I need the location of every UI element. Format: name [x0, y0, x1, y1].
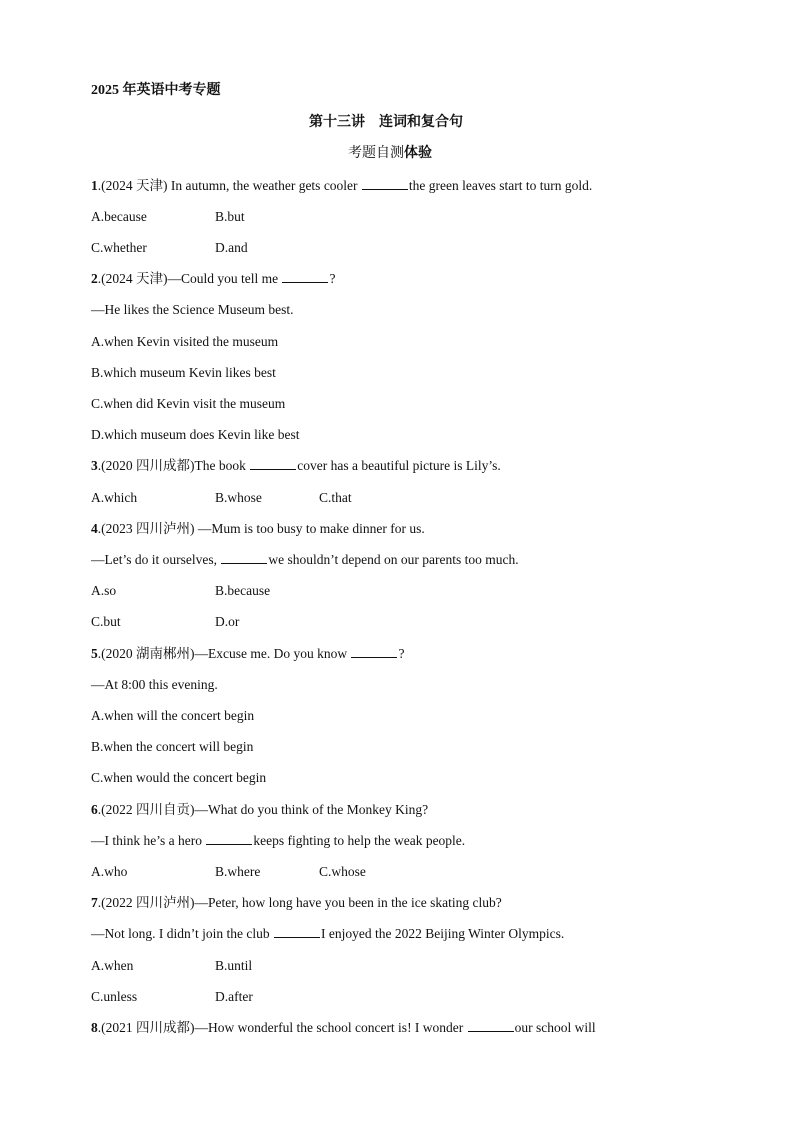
option-a: A.when: [91, 958, 134, 973]
section-heading-bold: 体验: [404, 146, 432, 161]
question-4: [91, 520, 425, 538]
option-c: C.unless: [91, 989, 138, 1004]
answer-blank: [468, 1019, 514, 1032]
reply-tail: keeps fighting to help the weak people.: [253, 833, 466, 848]
question-number: 6: [91, 802, 98, 817]
question-number: 2: [91, 271, 98, 286]
question-stem: .(2023 四川泸州) —Mum is too busy to make dinner for us.: [97, 521, 425, 536]
option-d: D.and: [215, 240, 248, 255]
dialogue-reply: [91, 551, 519, 569]
option-a: A.because: [91, 209, 147, 224]
option-c: C.whether: [91, 240, 147, 255]
question-5: [91, 645, 404, 663]
section-heading: [348, 145, 432, 163]
answer-blank: [351, 645, 397, 658]
option-b: B.because: [215, 583, 271, 598]
question-stem: .(2021 四川成都)—How wonderful the school concert is! I wonder: [97, 1020, 467, 1035]
reply-tail: we shouldn’t depend on our parents too much.: [268, 552, 519, 567]
question-number: 3: [91, 458, 98, 473]
question-number: 8: [91, 1020, 98, 1035]
question-stem: .(2024 天津)—Could you tell me: [97, 271, 282, 286]
doc-title: 2025 年英语中考专题: [91, 83, 221, 98]
dialogue-reply: —At 8:00 this evening.: [91, 677, 218, 692]
option-c: C.when would the concert begin: [91, 770, 267, 785]
options-row: [91, 489, 352, 507]
option-c: C.when did Kevin visit the museum: [91, 396, 286, 411]
option-c: C.but: [91, 614, 121, 629]
answer-blank: [362, 177, 408, 190]
question-stem-tail: cover has a beautiful picture is Lily’s.: [297, 458, 501, 473]
option-b: B.whose: [215, 490, 262, 505]
question-stem-tail: the green leaves start to turn gold.: [408, 178, 593, 193]
question-stem-tail: ?: [398, 646, 405, 661]
answer-blank: [282, 270, 328, 283]
options-row: [91, 582, 271, 600]
question-1: [91, 177, 592, 195]
option-b: B.until: [215, 958, 253, 973]
answer-blank: [274, 925, 320, 938]
options-row: [91, 957, 253, 975]
question-stem: .(2024 天津) In autumn, the weather gets cooler: [97, 178, 361, 193]
question-stem: .(2022 四川泸州)—Peter, how long have you been in the ice skating club?: [97, 895, 502, 910]
answer-blank: [250, 457, 296, 470]
options-row: [91, 863, 366, 881]
section-heading-prefix: 考题自测: [348, 146, 404, 161]
question-number: 5: [91, 646, 98, 661]
answer-blank: [221, 551, 267, 564]
question-3: [91, 457, 501, 475]
option-c: C.that: [319, 490, 352, 505]
option-d: D.after: [215, 989, 253, 1004]
question-stem: .(2022 四川自贡)—What do you think of the Monkey King?: [97, 802, 429, 817]
option-b: B.when the concert will begin: [91, 739, 254, 754]
question-stem: .(2020 湖南郴州)—Excuse me. Do you know: [97, 646, 351, 661]
lecture-title: 第十三讲 连词和复合句: [309, 115, 463, 130]
reply-tail: I enjoyed the 2022 Beijing Winter Olympics.: [321, 926, 565, 941]
options-row: [91, 988, 253, 1006]
option-a: A.when Kevin visited the museum: [91, 334, 279, 349]
option-d: D.which museum does Kevin like best: [91, 427, 300, 442]
question-number: 7: [91, 895, 98, 910]
options-row: [91, 239, 248, 257]
options-row: [91, 208, 245, 226]
reply-lead: —I think he’s a hero: [91, 833, 206, 848]
question-7: [91, 894, 502, 912]
question-number: 1: [91, 178, 98, 193]
option-b: B.but: [215, 209, 245, 224]
option-d: D.or: [215, 614, 240, 629]
question-2: [91, 270, 335, 288]
question-stem: .(2020 四川成都)The book: [97, 458, 250, 473]
option-b: B.which museum Kevin likes best: [91, 365, 276, 380]
question-stem-tail: ?: [329, 271, 336, 286]
dialogue-reply: —He likes the Science Museum best.: [91, 302, 294, 317]
option-b: B.where: [215, 864, 261, 879]
reply-lead: —Not long. I didn’t join the club: [91, 926, 273, 941]
answer-blank: [206, 832, 252, 845]
question-number: 4: [91, 521, 98, 536]
option-c: C.whose: [319, 864, 366, 879]
option-a: A.which: [91, 490, 138, 505]
option-a: A.who: [91, 864, 128, 879]
question-stem-tail: our school will: [514, 1020, 596, 1035]
dialogue-reply: [91, 832, 465, 850]
option-a: A.when will the concert begin: [91, 708, 255, 723]
options-row: [91, 613, 240, 631]
question-6: [91, 801, 428, 819]
reply-lead: —Let’s do it ourselves,: [91, 552, 221, 567]
question-8: [91, 1019, 596, 1037]
option-a: A.so: [91, 583, 117, 598]
dialogue-reply: [91, 925, 564, 943]
